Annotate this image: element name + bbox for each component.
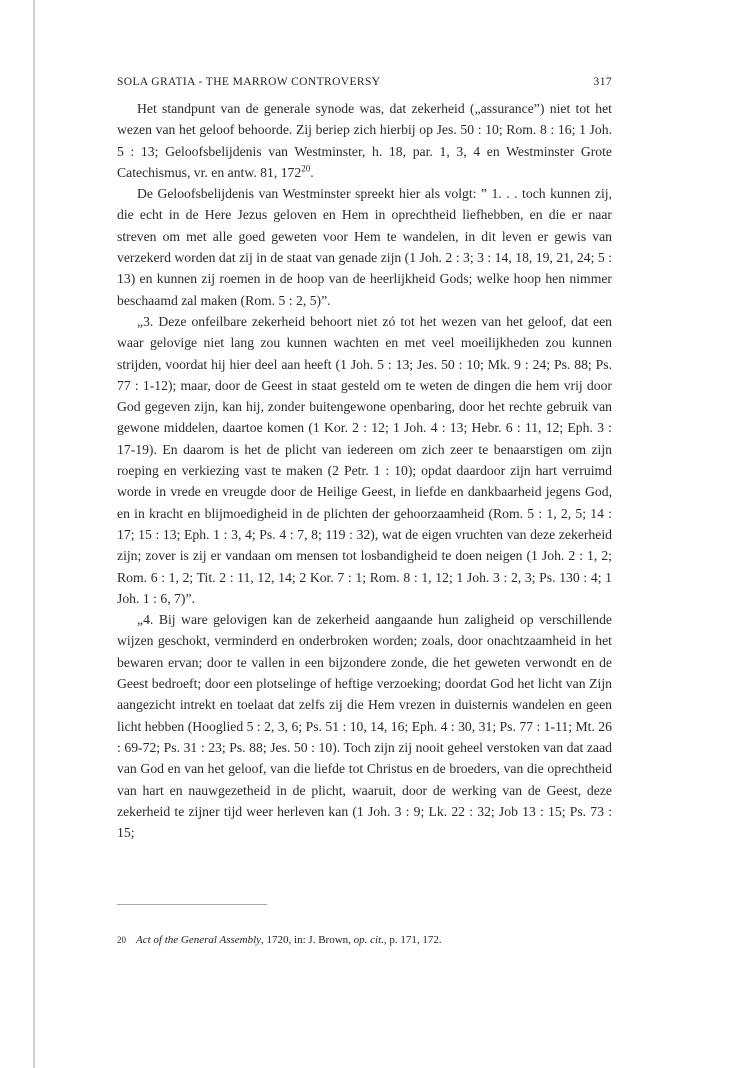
- page-number: 317: [593, 76, 612, 88]
- paragraph-westminster-4: „4. Bij ware gelovigen kan de zekerheid aangaande hun zaligheid op verschillende wijzen geschokt, verminderd en onderbroken worden; zoals, door onachtzaamheid in het bewaren ervan; door te vallen in een bijzondere zonde, die het geweten verwondt en de Geest bedroeft; door een plotselinge of heftige verzoeking; doordat God het licht van Zijn aangezicht intrekt en toelaat dat zelfs zij die Hem vrezen in duisternis wandelen en geen licht hebben (Hooglied 5 : 2, 3, 6; Ps. 51 : 10, 14, 16; Eph. 4 : 30, 31; Ps. 77 : 1-11; Mt. 26 : 69-72; Ps. 31 : 23; Ps. 88; Jes. 50 : 10). Toch zijn zij nooit geheel verstoken van dat zaad van God en van het geloof, van die liefde tot Christus en de broeders, van die oprechtheid van hart en nauwgezetheid in de plicht, waaruit, door de werking van de Geest, deze zekerheid te zijner tijd weer herleven kan (1 Joh. 3 : 9; Lk. 22 : 32; Job 13 : 15; Ps. 73 : 15;: [117, 612, 612, 841]
- footnote-divider: [117, 904, 267, 905]
- footnote-number: 20: [117, 935, 126, 945]
- page-edge-line: [33, 0, 35, 1068]
- paragraph-synod: Het standpunt van de generale synode was, dat zekerheid („assurance”) niet tot het wezen van het geloof behoorde. Zij beriep zich hierbij op Jes. 50 : 10; Rom. 8 : 16; 1 Joh. 5 : 13; Geloofsbelijdenis van Westminster, h. 18, par. 1, 3, 4 en Westminster Grote Catechismus, vr. en antw. 81, 172$^{20}$.: [117, 101, 612, 180]
- body-text: [117, 98, 612, 843]
- paragraph-westminster-3: „3. Deze onfeilbare zekerheid behoort niet zó tot het wezen van het geloof, dat een waar gelovige niet lang zou kunnen wachten en met veel moeilijkheden zou kunnen strijden, voordat hij hier deel aan heeft (1 Joh. 5 : 13; Jes. 50 : 10; Mk. 9 : 24; Ps. 88; Ps. 77 : 1-12); maar, door de Geest in staat gesteld om te weten de dingen die hem vrij door God gegeven zijn, kan hij, zonder buitengewone openbaring, door het rechte gebruik van gewone middelen, daartoe komen (1 Kor. 2 : 12; 1 Joh. 4 : 13; Hebr. 6 : 11, 12; Eph. 3 : 17-19). En daarom is het de plicht van iedereen om zich zeer te benaarstigen om zijn roeping en verkiezing vast te maken (2 Petr. 1 : 10); opdat daardoor zijn hart verruimd worde in vrede en vreugde door de Heilige Geest, in liefde en dankbaarheid jegens God, en in kracht en blijmoedigheid in de plichten der gehoorzaamheid (Rom. 5 : 1, 2, 5; 14 : 17; 15 : 13; Eph. 1 : 3, 4; Ps. 4 : 7, 8; 119 : 32), wat de eigen vruchten van deze zekerheid zijn; zover is zij er vandaan om mensen tot losbandigheid te doen neigen (1 Joh. 2 : 1, 2; Rom. 6 : 1, 2; Tit. 2 : 11, 12, 14; 2 Kor. 7 : 1; Rom. 8 : 1, 12; 1 Joh. 3 : 2, 3; Ps. 130 : 4; 1 Joh. 1 : 6, 7)”.: [117, 313, 612, 606]
- footnote-title: Act of the General Assembly: [136, 934, 262, 946]
- running-title: SOLA GRATIA - THE MARROW CONTROVERSY: [117, 76, 381, 88]
- document-page: [117, 0, 615, 1068]
- footnote: 20 Act of the General Assembly, 1720, in: J. Brown, op. cit., p. 171, 172.: [117, 934, 442, 946]
- footnote-reference: 20: [301, 163, 311, 174]
- running-header: [117, 76, 612, 88]
- paragraph-westminster-1: De Geloofsbelijdenis van Westminster spreekt hier als volgt: ” 1. . . toch kunnen zij, die echt in de Here Jezus geloven en Hem in oprechtheid liefhebben, en die er naar streven om met alle goed geweten voor Hem te wandelen, in dit leven er gewis van verzekerd worden dat zij in de staat van genade zijn (1 Joh. 2 : 3; 3 : 14, 18, 19, 21, 24; 5 : 13) en kunnen zij roemen in de hoop van de heerlijkheid Gods; welke hoop hen nimmer beschaamd zal maken (Rom. 5 : 2, 5)”.: [117, 186, 612, 308]
